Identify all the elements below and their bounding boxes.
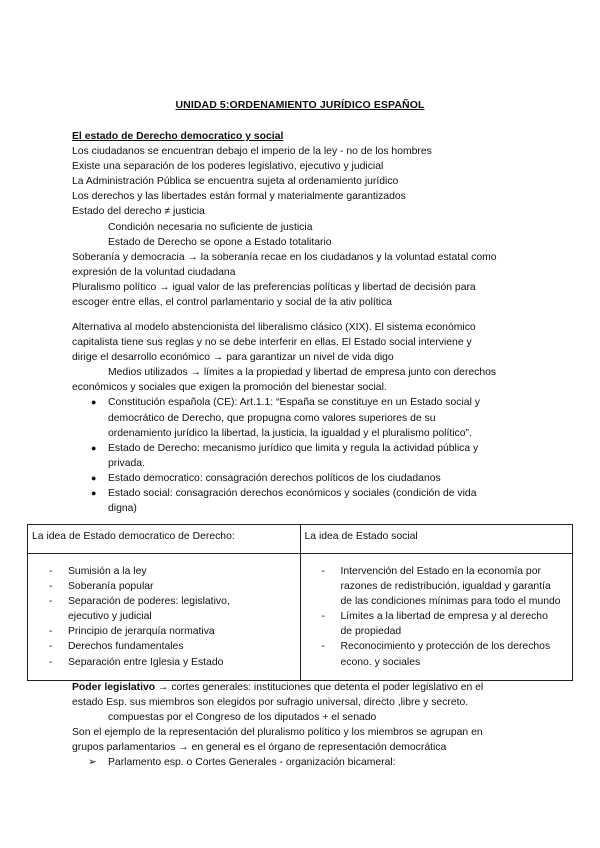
list-item-text: ejecutivo y judicial	[68, 611, 152, 623]
dash-icon: -	[321, 641, 325, 653]
text-line: dirige el desarrollo económico → para garantizar un nivel de vida digo	[72, 352, 394, 364]
list-item-text: democrático de Derecho, que propugna como valores superiores de su	[108, 412, 436, 424]
dash-icon: -	[49, 641, 53, 653]
text-line: Existe una separación de los poderes legislativo, ejecutivo y judicial	[72, 161, 384, 173]
list-item	[28, 655, 300, 670]
text-line: Los derechos y las libertades están formal y materialmente garantizados	[72, 191, 406, 203]
text-line: expresión de la voluntad ciudadana	[72, 266, 236, 278]
list-item-text: Constitución española (CE): Art.1.1: “España se constituye en un Estado social y	[108, 397, 480, 409]
list-item	[72, 395, 542, 440]
list-item-text: privada.	[108, 457, 145, 469]
text-line: Los ciudadanos se encuentran debajo el imperio de la ley - no de los hombres	[72, 146, 432, 158]
list-item	[72, 486, 542, 516]
text-line-indented: Medios utilizados → límites a la propiedad y libertad de empresa junto con derechos	[108, 367, 497, 379]
text-line-indented: Estado de Derecho se opone a Estado totalitario	[108, 236, 332, 248]
list-item-text: Intervención del Estado en la economía por	[340, 566, 541, 577]
text-line: Soberanía y democracia → la soberanía recae en los ciudadanos y la voluntad estatal como	[72, 251, 497, 263]
text-line: escoger entre ellas, el control parlamentario y social de la ativ política	[72, 297, 392, 309]
list-item-text: de propiedad	[340, 626, 402, 638]
list-item	[72, 471, 542, 486]
dash-icon: -	[49, 656, 53, 668]
table-cell-left	[28, 554, 301, 681]
table-header-row	[28, 525, 573, 554]
text-line	[72, 680, 542, 695]
list-item-text: Estado social: consagración derechos económicos y sociales (condición de vida	[108, 488, 477, 500]
bullet-icon: ●	[91, 472, 97, 483]
list-item	[28, 639, 300, 654]
table-row	[28, 554, 573, 681]
list-item-text: Estado de Derecho: mecanismo jurídico que limita y regula la actividad pública y	[108, 442, 479, 454]
bullet-icon: ●	[91, 442, 97, 453]
text-line-indented: Condición necesaria no suficiente de justicia	[108, 221, 313, 233]
list-item-text: Separación entre Iglesia y Estado	[68, 656, 224, 668]
list-item-text: Sumisión a la ley	[68, 566, 147, 577]
dash-icon: -	[321, 611, 325, 623]
arrow-list-item	[72, 755, 542, 770]
text-line: Son el ejemplo de la representación del pluralismo político y los miembros se agrupan en	[72, 727, 483, 739]
text-span: → cortes generales: instituciones que detenta el poder legislativo en el	[155, 682, 484, 693]
text-line: económicos y sociales que exigen la promoción del bienestar social.	[72, 382, 387, 394]
text-line: Pluralismo político → igual valor de las preferencias políticas y libertad de decisión para	[72, 281, 476, 293]
bold-label: Poder legislativo	[72, 682, 156, 693]
text-line: grupos parlamentarios → en general es el órgano de representación democrática	[72, 742, 447, 754]
table-header-cell: La idea de Estado democratico de Derecho:	[28, 525, 301, 554]
list-item	[28, 564, 300, 579]
list-item-text: Parlamento esp. o Cortes Generales - organización bicameral:	[108, 757, 396, 769]
bullet-list	[72, 395, 542, 516]
list-item-text: ordenamiento jurídico la libertad, la justicia, la igualdad y el pluralismo político”.	[108, 427, 472, 439]
list-item	[301, 639, 573, 669]
list-item-text: Principio de jerarquía normativa	[68, 626, 215, 638]
list-item-text: Soberanía popular	[68, 581, 154, 593]
dash-icon: -	[321, 566, 325, 577]
dash-icon: -	[49, 626, 53, 638]
text-line: La Administración Pública se encuentra sujeta al ordenamiento jurídico	[72, 176, 399, 188]
text-line: capitalista tiene sus reglas y no se debe interferir en ellas. El Estado social interviene y	[72, 337, 472, 349]
arrow-bullet-icon: ➢	[88, 757, 97, 769]
list-item	[72, 441, 542, 471]
text-line: estado Esp. sus miembros son elegidos por sufragio universal, directo ,libre y secreto.	[72, 697, 469, 709]
list-item	[28, 594, 300, 624]
table-header-cell: La idea de Estado social	[300, 525, 573, 554]
section-estado-derecho	[72, 129, 542, 310]
list-item-text: Límites a la libertad de empresa y al derecho	[340, 611, 548, 623]
bullet-icon: ●	[91, 397, 97, 408]
dash-icon: -	[49, 596, 53, 608]
comparison-table	[27, 524, 573, 681]
list-item-text: Reconocimiento y protección de los derechos	[340, 641, 551, 653]
text-line: Alternativa al modelo abstencionista del liberalismo clásico (XIX). El sistema económico	[72, 322, 476, 333]
section-heading: El estado de Derecho democratico y social	[72, 131, 284, 142]
dash-list	[301, 554, 573, 680]
list-item	[301, 609, 573, 639]
list-item-text: Estado democratico: consagración derechos políticos de los ciudadanos	[108, 472, 441, 484]
section-poder-legislativo	[72, 680, 542, 771]
list-item-text: de las condiciones mínimas para todo el mundo	[340, 596, 561, 608]
list-item	[301, 564, 573, 609]
list-item-text: digna)	[108, 503, 137, 515]
dash-list	[28, 554, 300, 680]
list-item-text: razones de redistribución, igualdad y garantía	[340, 581, 551, 593]
list-item	[28, 579, 300, 594]
text-line: Estado del derecho ≠ justicia	[72, 206, 205, 218]
list-item	[28, 624, 300, 639]
list-item-text: econo. y sociales	[340, 656, 421, 668]
page-title: UNIDAD 5:ORDENAMIENTO JURÍDICO ESPAÑOL	[175, 99, 425, 111]
list-item-text: Separación de poderes: legislativo,	[68, 596, 230, 608]
text-line-indented: compuestas por el Congreso de los diputados + el senado	[108, 712, 377, 724]
dash-icon: -	[49, 566, 53, 577]
dash-icon: -	[49, 581, 53, 593]
list-item-text: Derechos fundamentales	[68, 641, 184, 653]
section-estado-social	[72, 320, 542, 516]
table-cell-right	[300, 554, 573, 681]
bullet-icon: ●	[91, 488, 97, 499]
